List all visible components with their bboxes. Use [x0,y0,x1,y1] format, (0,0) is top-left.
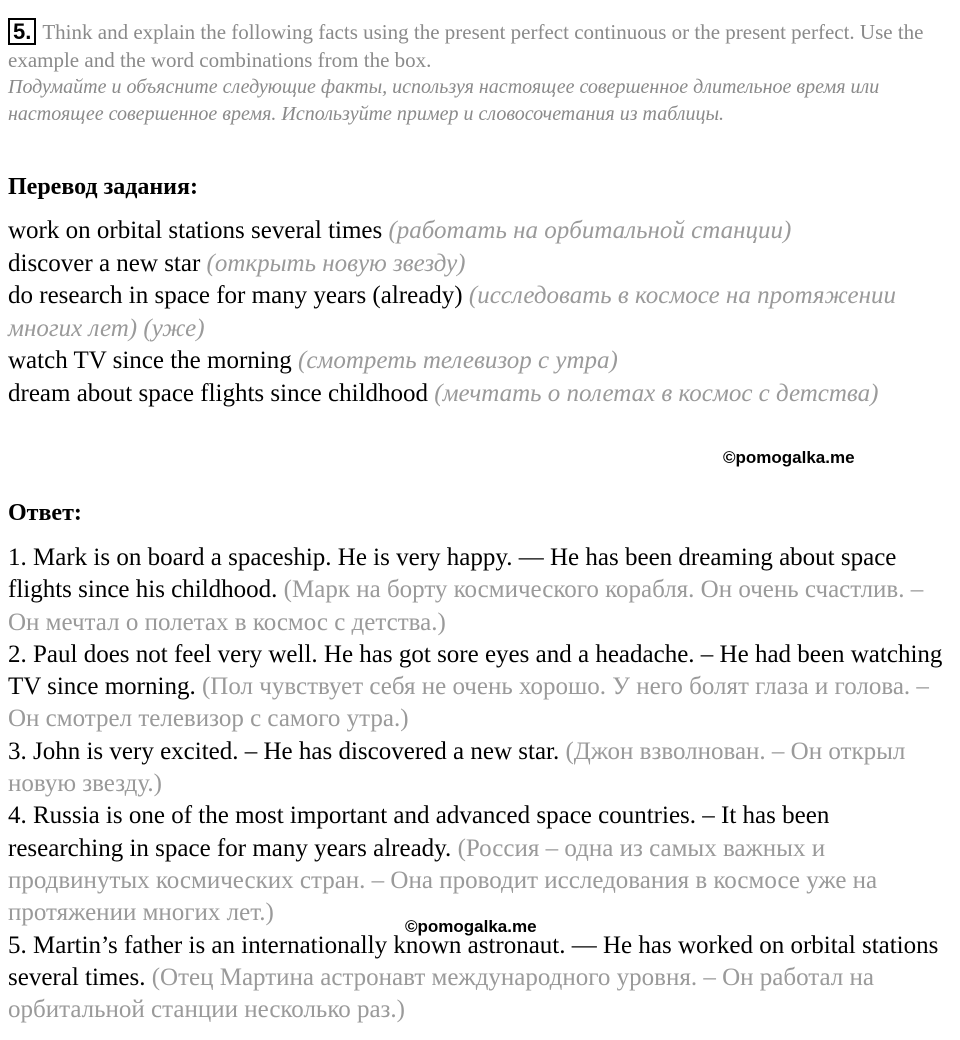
phrase-item [8,280,943,345]
answer-en: 3. John is very excited. – He has discovered a new star. [8,737,560,765]
answer-en: 4. Russia is one of the most important and advanced space countries. – It has been researching in space for many years already. [8,802,830,862]
task-number: 5. [8,18,36,45]
translation-heading: Перевод задания: [8,174,198,200]
task-instruction-en-text: Think and explain the following facts using the present perfect continuous or the present perfect. Use the example and the word combinations from the box. [8,20,924,72]
answer-item [8,639,948,736]
answer-list [8,542,948,1026]
task-header [8,18,943,128]
task-instruction-ru: Подумайте и объясните следующие факты, используя настоящее совершенное длительное время или настоящее совершенное время. Используйте пример и словосочетания из таблицы. [8,76,880,125]
phrase-ru: (мечтать о полетах в космос с детства) [434,379,879,407]
phrase-item [8,215,943,248]
phrase-item [8,345,943,378]
answer-en: 5. Martin’s father is an internationally known astronaut. — He has worked on orbital stations several times. [8,931,939,991]
answer-ru: (Россия – одна из самых важных и продвинутых космических стран. – Она проводит исследования в космосе уже на протяжении многих лет.) [8,834,878,927]
watermark: ©pomogalka.me [405,917,537,936]
phrase-en: work on orbital stations several times [8,217,383,244]
answer-en: 2. Paul does not feel very well. He has got sore eyes and a headache. – He had been watching TV since morning. [8,640,943,701]
answer-item [8,800,948,929]
phrase-en: watch TV since the morning [8,347,292,374]
phrase-ru: (смотреть телевизор с утра) [298,347,618,374]
phrase-en: discover a new star [8,249,201,277]
task-instruction-en [8,18,943,74]
phrase-item [8,248,943,281]
phrase-list [8,215,943,410]
phrase-ru: (работать на орбитальной станции) [388,217,792,244]
answer-heading: Ответ: [8,500,82,526]
phrase-ru: (исследовать в космосе на протяжении многих лет) (уже) [8,282,896,342]
answer-item [8,736,948,801]
answer-item [8,542,948,639]
phrase-en: dream about space flights since childhood [8,379,429,407]
answer-item [8,930,948,1027]
answer-ru: (Марк на борту космического корабля. Он очень счастлив. – Он мечтал о полетах в космос с детства.) [8,576,924,636]
answer-ru: (Пол чувствует себя не очень хорошо. У него болят глаза и голова. – Он смотрел телевизор с самого утра.) [8,673,929,733]
answer-en: 1. Mark is on board a spaceship. He is very happy. — He has been dreaming about space flights since his childhood. [8,544,897,604]
phrase-item [8,378,943,411]
watermark: ©pomogalka.me [723,448,855,467]
answer-ru: (Джон взволнован. – Он открыл новую звезду.) [8,737,906,798]
answer-ru: (Отец Мартина астронавт международного уровня. – Он работал на орбитальной станции несколько раз.) [8,963,875,1024]
phrase-en: do research in space for many years (already) [8,282,463,309]
phrase-ru: (открыть новую звезду) [206,249,466,277]
